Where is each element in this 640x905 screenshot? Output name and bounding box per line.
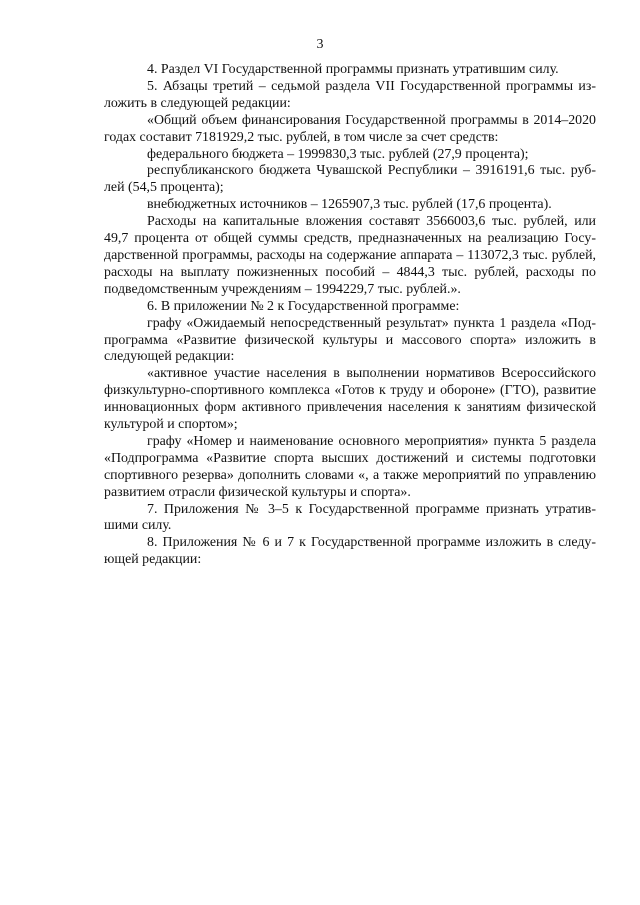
paragraph-appendices-3-5: 7. Приложения № 3–5 к Государственной программе признать утратившими силу. — [104, 501, 596, 534]
paragraph-extrabudgetary: внебюджетных источников – 1265907,3 тыс. рублей (17,6 процента). — [147, 197, 552, 213]
paragraph-section-vii-amend: 5. Абзацы третий – седьмой раздела VII Государственной программы изложить в следующей редакции: — [104, 78, 596, 111]
paragraph-total-financing: «Общий объем финансирования Государственной программы в 2014–2020 годах составит 7181929,2 тыс. рублей, в том числе за счет средств: — [104, 112, 596, 145]
document-body — [104, 62, 596, 569]
page-number: 3 — [316, 37, 324, 52]
paragraph-gto-participation: «активное участие населения в выполнении нормативов Всероссийского физкультурно-спортивного комплекса «Готов к труду и обороне» (ГТО), развитие инновационных форм активного привлечения населения к занятиям физической культурой и спортом»; — [104, 366, 596, 433]
paragraph-federal-budget: федерального бюджета – 1999830,3 тыс. рублей (27,9 процента); — [147, 146, 529, 162]
paragraph-republic-budget: республиканского бюджета Чувашской Республики – 3916191,6 тыс. рублей (54,5 процента); — [104, 163, 596, 196]
paragraph-expected-result: графу «Ожидаемый непосредственный результат» пункта 1 раздела «Подпрограмма «Развитие физической культуры и массового спорта» изложить в следующей редакции: — [104, 315, 596, 365]
paragraph-capital-expenses: Расходы на капитальные вложения составят 3566003,6 тыс. рублей, или 49,7 процента от общей суммы средств, предназначенных на реализацию Государственной программы, расходы на содержание аппарата – 113072,3 тыс. рублей, расходы на выплату пожизненных пособий – 4844,3 тыс. рублей, расходы по подведомственным учреждениям – 1994229,7 тыс. рублей.». — [104, 214, 596, 297]
paragraph-section-vi-repeal: 4. Раздел VI Государственной программы признать утратившим силу. — [147, 62, 559, 77]
paragraph-appendices-6-7: 8. Приложения № 6 и 7 к Государственной программе изложить в следующей редакции: — [104, 535, 596, 568]
paragraph-main-activity: графу «Номер и наименование основного мероприятия» пункта 5 раздела «Подпрограмма «Развитие спорта высших достижений и системы подготовки спортивного резерва» дополнить словами «, а также мероприятий по управлению развитием отрасли физической культуры и спорта». — [104, 433, 596, 500]
paragraph-appendix-2: 6. В приложении № 2 к Государственной программе: — [147, 298, 460, 314]
